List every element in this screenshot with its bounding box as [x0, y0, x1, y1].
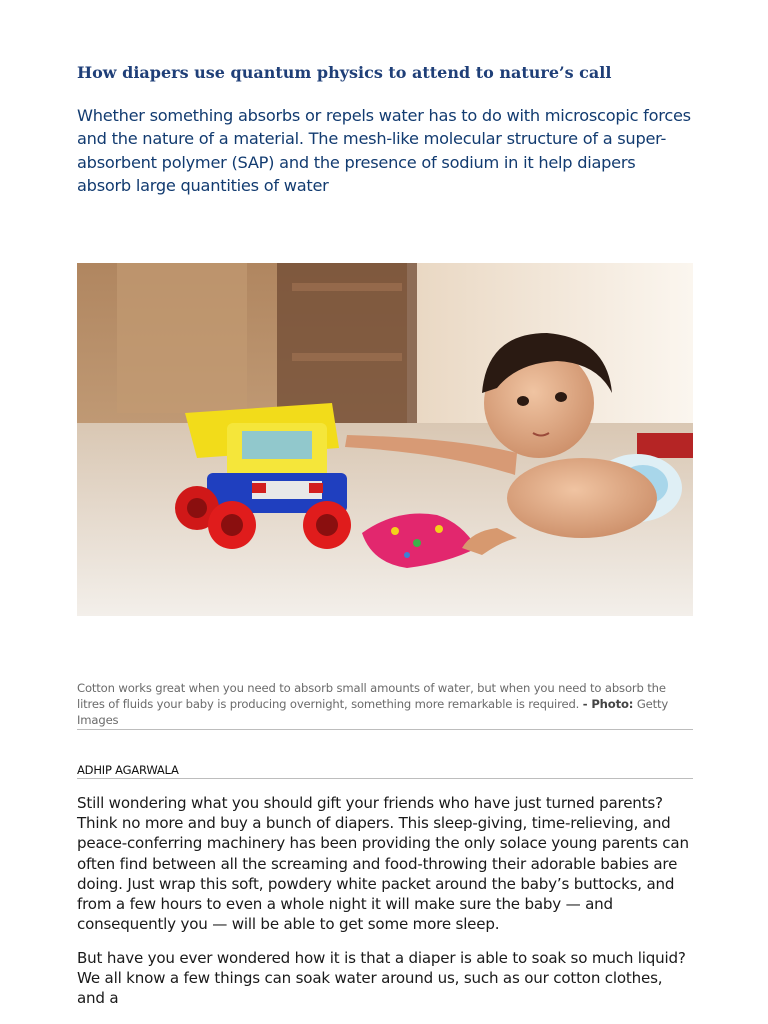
caption-credit-label: - Photo:: [582, 697, 634, 711]
body-paragraph: But have you ever wondered how it is that a diaper is able to soak so much liquid? We all know a few things can soak water around us, such as our cotton clothes, and a: [77, 949, 686, 1008]
byline-divider: [77, 778, 693, 779]
caption-divider: [77, 729, 693, 730]
baby-with-toy-truck-photo: [77, 263, 693, 616]
article-standfirst: Whether something absorbs or repels water has to do with microscopic forces and the nature of a material. The mesh-like molecular structure of a super-absorbent polymer (SAP) and the presence of sodium in it help diapers absorb large quantities of water: [77, 106, 691, 195]
article-headline: How diapers use quantum physics to attend to nature’s call: [77, 63, 612, 82]
hero-image: [77, 263, 693, 616]
body-paragraph: Still wondering what you should gift your friends who have just turned parents? Think no more and buy a bunch of diapers. This sleep-giving, time-relieving, and peace-conferring machinery has been providing the only solace young parents can often find between all the screaming and food-throwing their adorable babies are doing. Just wrap this soft, powdery white packet around the baby’s buttocks, and from a few hours to even a whole night it will make sure the baby — and consequently you — will be able to get some more sleep.: [77, 794, 689, 934]
caption-credit-source: Getty Images: [77, 697, 669, 727]
image-caption: [77, 680, 693, 728]
caption-text: Cotton works great when you need to absorb small amounts of water, but when you need to absorb the litres of fluids your baby is producing overnight, something more remarkable is required.: [77, 681, 666, 711]
author-byline[interactable]: ADHIP AGARWALA: [77, 763, 179, 777]
